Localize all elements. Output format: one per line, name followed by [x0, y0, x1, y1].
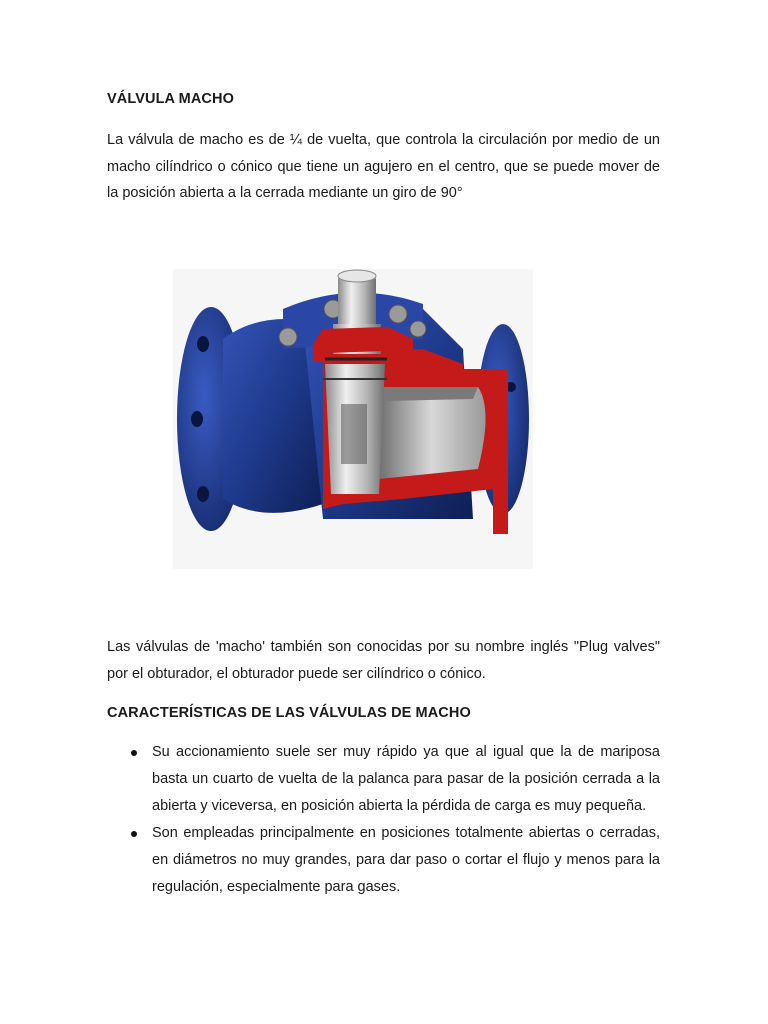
- list-item: [107, 820, 660, 901]
- list-item: [107, 739, 660, 820]
- characteristics-list: [107, 739, 660, 901]
- list-item-text: Son empleadas principalmente en posiciones totalmente abiertas o cerradas, en diámetros no muy grandes, para dar paso o cortar el flujo y menos para la regulación, especialmente para gases.: [152, 825, 660, 895]
- bullet-icon: [131, 750, 137, 756]
- list-item-text: Su accionamiento suele ser muy rápido ya que al igual que la de mariposa basta un cuarto de vuelta de la palanca para pasar de la posición cerrada a la abierta y viceversa, en posición abierta la pérdida de carga es muy pequeña.: [152, 744, 660, 814]
- description-paragraph: Las válvulas de 'macho' también son conocidas por su nombre inglés "Plug valves" por el obturador, el obturador puede ser cilíndrico o cónico.: [107, 639, 660, 682]
- intro-paragraph: La válvula de macho es de ¼ de vuelta, que controla la circulación por medio de un macho cilíndrico o cónico que tiene un agujero en el centro, que se puede mover de la posición abierta a la cerrada mediante un giro de 90°: [107, 132, 660, 201]
- bullet-icon: [131, 831, 137, 837]
- plug-valve-illustration: [173, 269, 533, 569]
- page-title: VÁLVULA MACHO: [107, 91, 234, 107]
- characteristics-heading: CARACTERÍSTICAS DE LAS VÁLVULAS DE MACHO: [107, 705, 471, 721]
